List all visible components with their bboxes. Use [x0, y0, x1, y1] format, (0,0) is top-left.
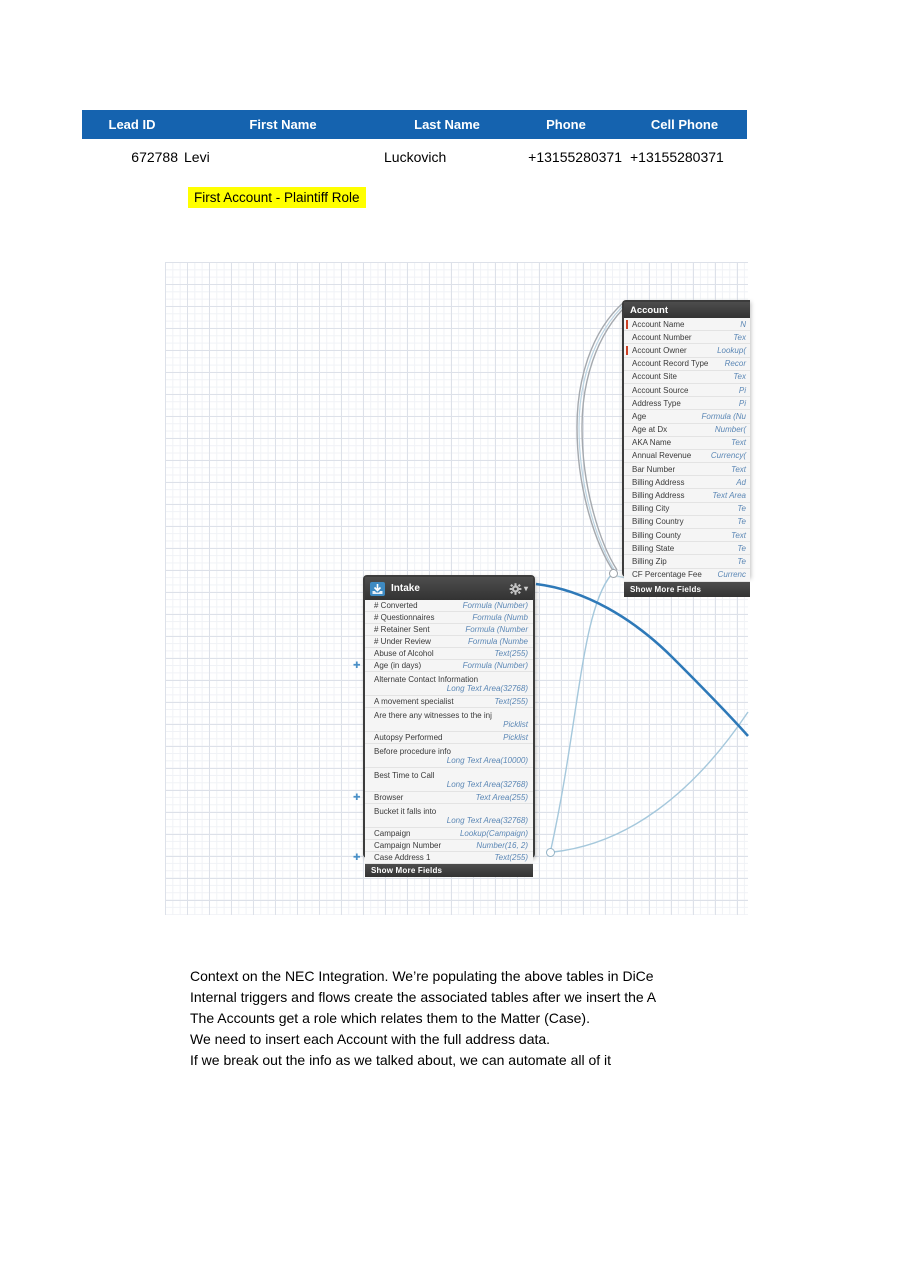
field-name: # Retainer Sent [374, 625, 430, 634]
field-name: Age (in days) [374, 661, 422, 670]
field-type: Te [737, 517, 746, 527]
account-field-row[interactable] [624, 358, 750, 371]
account-field-list [624, 318, 750, 582]
field-name: Abuse of Alcohol [374, 649, 434, 658]
field-name: Account Owner [632, 345, 687, 355]
field-type: Te [737, 556, 746, 566]
account-field-row[interactable] [624, 331, 750, 344]
column-header-phone: Phone [546, 117, 586, 132]
field-name: Case Address 1 [374, 853, 431, 862]
connector-account-to-intake [551, 575, 611, 849]
account-object-panel[interactable] [622, 300, 750, 594]
field-name: Billing Address [632, 477, 685, 487]
field-type: Text(255) [494, 697, 528, 706]
field-name: Before procedure info [374, 746, 451, 756]
field-name: Age at Dx [632, 425, 668, 435]
field-type: Picklist [503, 733, 528, 742]
context-line-3: The Accounts get a role which relates them to the Matter (Case). [190, 1010, 590, 1026]
field-type: Formula (Number) [462, 661, 528, 670]
account-show-more-fields[interactable]: Show More Fields [624, 582, 750, 597]
field-type: Lookup( [717, 345, 746, 355]
field-name: AKA Name [632, 438, 672, 448]
lead-id-value: 672788 [131, 149, 178, 165]
account-field-row[interactable] [624, 424, 750, 437]
intake-object-icon [370, 582, 385, 596]
field-name: Billing Address [632, 491, 685, 501]
intake-field-list [353, 600, 533, 864]
field-name: A movement specialist [374, 697, 454, 706]
intake-field-row[interactable] [365, 804, 533, 828]
field-type: Formula (Numb [472, 613, 528, 622]
field-type: Te [737, 504, 746, 514]
intake-field-row[interactable] [353, 792, 533, 804]
context-line-5: If we break out the info as we talked about, we can automate all of it [190, 1052, 612, 1068]
field-type: Ad [736, 477, 746, 487]
account-field-row[interactable] [624, 555, 750, 568]
intake-field-row[interactable] [365, 636, 533, 648]
intake-field-row[interactable] [365, 708, 533, 732]
field-type: Pi [738, 385, 746, 395]
intake-field-row[interactable] [365, 612, 533, 624]
account-field-row[interactable] [624, 529, 750, 542]
field-type: Recor [724, 359, 746, 369]
schema-builder-canvas [165, 262, 748, 915]
account-field-row[interactable] [624, 371, 750, 384]
field-type: Number(16, 2) [476, 841, 528, 850]
field-type: Number( [714, 425, 746, 435]
field-name: Autopsy Performed [374, 733, 443, 742]
field-name: Billing City [632, 504, 670, 514]
field-name: Campaign Number [374, 841, 442, 850]
field-name: # Under Review [374, 637, 431, 646]
field-type: Text Area [712, 491, 746, 501]
account-field-row[interactable] [624, 503, 750, 516]
field-name: Account Number [632, 332, 692, 342]
account-panel-title: Account [630, 304, 668, 316]
field-name: Billing State [632, 543, 675, 553]
account-field-row[interactable] [624, 318, 750, 331]
intake-field-row[interactable] [365, 744, 533, 768]
field-type: Text(255) [494, 853, 528, 862]
account-field-row[interactable] [624, 516, 750, 529]
field-name: Age [632, 411, 647, 421]
last-name-value: Luckovich [384, 149, 447, 165]
intake-field-row[interactable] [353, 852, 533, 864]
account-field-row[interactable] [624, 344, 750, 357]
intake-field-row[interactable] [353, 660, 533, 672]
lead-table-row [82, 149, 747, 171]
account-field-row[interactable] [624, 397, 750, 410]
cell-phone-value: +13155280371 [630, 149, 724, 165]
first-name-value: Levi [184, 149, 210, 165]
field-type: Text(255) [494, 649, 528, 658]
intake-panel-menu[interactable] [509, 583, 528, 595]
required-field-marker [626, 320, 628, 329]
highlighted-annotation: First Account - Plaintiff Role [188, 187, 366, 208]
context-line-4: We need to insert each Account with the full address data. [190, 1031, 551, 1047]
intake-field-row[interactable] [365, 732, 533, 744]
column-header-first-name: First Name [249, 117, 317, 132]
intake-field-row[interactable] [365, 696, 533, 708]
field-name: Address Type [632, 398, 681, 408]
add-field-icon: ✚ [353, 660, 361, 670]
field-name: CF Percentage Fee [632, 570, 702, 580]
intake-field-row[interactable] [365, 768, 533, 792]
account-panel-header[interactable] [624, 302, 750, 318]
field-type: Formula (Numbe [467, 637, 528, 646]
intake-field-row[interactable] [365, 600, 533, 612]
connector-intake-to-right-edge [553, 712, 748, 852]
account-field-row[interactable] [624, 450, 750, 463]
field-name: Best Time to Call [374, 770, 435, 780]
field-name: Browser [374, 793, 404, 802]
field-type: Text [731, 464, 746, 474]
field-name: Alternate Contact Information [374, 674, 479, 684]
add-field-icon: ✚ [353, 792, 361, 802]
field-name: Billing County [632, 530, 681, 540]
phone-value: +13155280371 [528, 149, 622, 165]
account-field-row[interactable] [624, 384, 750, 397]
field-name: Billing Zip [632, 556, 667, 566]
field-name: Billing Country [632, 517, 684, 527]
intake-panel-header[interactable] [365, 577, 533, 600]
field-name: # Converted [374, 601, 418, 610]
field-name: Account Name [632, 319, 685, 329]
field-name: Annual Revenue [632, 451, 692, 461]
intake-field-row[interactable] [365, 828, 533, 840]
caret-down-icon: ▾ [523, 584, 528, 593]
context-line-2: Internal triggers and flows create the associated tables after we insert the A [190, 989, 657, 1005]
connector-lightblue-strand [579, 303, 626, 571]
field-type: N [740, 319, 746, 329]
context-paragraph [190, 966, 909, 1071]
intake-field-row[interactable] [365, 672, 533, 696]
field-type: Tex [733, 332, 746, 342]
field-name: Bar Number [632, 464, 676, 474]
field-type: Te [737, 543, 746, 553]
field-name: Bucket it falls into [374, 806, 437, 816]
field-type: Long Text Area(32768) [446, 683, 528, 693]
field-type: Long Text Area(32768) [446, 815, 528, 825]
intake-field-row[interactable] [365, 648, 533, 660]
field-type: Lookup(Campaign) [459, 829, 528, 838]
field-name: Campaign [374, 829, 411, 838]
account-field-row[interactable] [624, 476, 750, 489]
field-name: Account Source [632, 385, 689, 395]
intake-panel-title: Intake [391, 583, 420, 594]
lead-table-header [82, 110, 747, 139]
field-type: Pi [738, 398, 746, 408]
field-name: # Questionnaires [374, 613, 435, 622]
field-type: Picklist [503, 719, 528, 729]
field-type: Long Text Area(32768) [446, 779, 528, 789]
intake-field-row[interactable] [365, 840, 533, 852]
field-type: Long Text Area(10000) [446, 755, 528, 765]
field-type: Formula (Nu [701, 411, 746, 421]
column-header-last-name: Last Name [414, 117, 480, 132]
add-field-icon: ✚ [353, 852, 361, 862]
field-type: Formula (Number) [462, 601, 528, 610]
connector-endpoint-account [609, 569, 618, 578]
intake-field-row[interactable] [365, 624, 533, 636]
required-field-marker [626, 346, 628, 355]
account-field-row[interactable] [624, 542, 750, 555]
field-type: Text [731, 530, 746, 540]
account-field-row[interactable] [624, 463, 750, 476]
field-name: Account Record Type [632, 359, 709, 369]
connector-dark-blue [536, 584, 748, 736]
account-field-row[interactable] [624, 437, 750, 450]
field-name: Are there any witnesses to the inj [374, 710, 492, 720]
connector-endpoint-intake [546, 848, 555, 857]
field-type: Formula (Number [465, 625, 528, 634]
field-type: Tex [733, 372, 746, 382]
account-field-row[interactable] [624, 489, 750, 502]
column-header-cell-phone: Cell Phone [650, 117, 719, 132]
column-header-lead-id: Lead ID [108, 117, 156, 132]
context-line-1: Context on the NEC Integration. We’re populating the above tables in DiCe [190, 968, 654, 984]
account-field-row[interactable] [624, 410, 750, 423]
field-name: Account Site [632, 372, 677, 382]
account-field-row[interactable] [624, 569, 750, 582]
field-type: Text Area(255) [475, 793, 528, 802]
field-type: Currency( [710, 451, 746, 461]
field-type: Text [731, 438, 746, 448]
intake-object-panel[interactable] [353, 575, 535, 875]
field-type: Currenc [717, 570, 746, 580]
gear-icon [509, 583, 522, 595]
intake-show-more-fields[interactable]: Show More Fields [365, 864, 533, 877]
